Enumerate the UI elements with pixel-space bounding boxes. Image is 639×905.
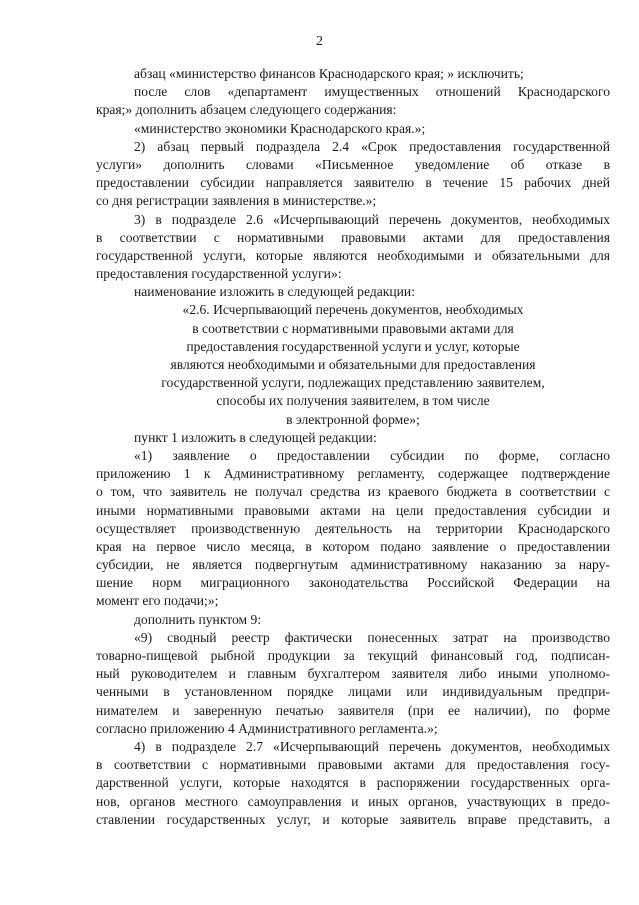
text-line: 4) в подразделе 2.7 «Исчерпывающий перечень документов, необходимых <box>134 738 610 754</box>
text-line: предоставлении субсидии направляется заявителю в течение 15 рабочих дней <box>96 175 610 191</box>
text-line: о том, что заявитель не получал средства из краевого бюджета в соответствии с <box>96 484 610 500</box>
text-line: услуги» дополнить словами «Письменное уведомление об отказе в <box>96 156 610 172</box>
text-line: «министерство экономики Краснодарского края.»; <box>134 120 426 136</box>
text-line: иными нормативными правовыми актами на цели предоставления субсидии и <box>96 502 610 518</box>
text-line: «1) заявление о предоставлении субсидии по форме, согласно <box>134 447 610 463</box>
text-line: шение норм миграционного законодательства Российской Федерации на <box>96 575 610 591</box>
text-line: в соответствии с нормативными правовыми актами для предоставления госу- <box>96 757 610 773</box>
text-line: способы их получения заявителем, в том числе <box>216 393 490 409</box>
text-line: государственной услуги, которые являются необходимыми и обязательными для <box>96 247 610 263</box>
page-number: 2 <box>316 34 323 49</box>
text-line: нимателем и заверенную печатью заявителя (при ее наличии), по форме <box>96 702 610 718</box>
text-line: ченными в установленном порядке лицами или индивидуальным предпри- <box>96 684 610 700</box>
text-line: предоставления государственной услуги и услуг, которые <box>186 338 520 354</box>
text-line: абзац «министерство финансов Краснодарского края; » исключить; <box>134 66 524 81</box>
text-line: ставлении государственных услуг, и которые заявитель вправе представить, а <box>96 811 610 827</box>
text-line: в соответствии с нормативными правовыми актами для предоставления <box>96 229 610 245</box>
text-line: в электронной форме»; <box>286 411 420 427</box>
text-line: осуществляет производственную деятельность на территории Краснодарского <box>96 520 610 536</box>
text-line: согласно приложению 4 Административного регламента.»; <box>96 720 438 736</box>
document-body <box>96 65 610 829</box>
text-line: предоставления государственной услуги»: <box>96 266 342 282</box>
text-line: края на первое число месяца, в котором подано заявление о предоставлении <box>96 538 610 554</box>
text-line: ный руководителем и главным бухгалтером заявителя либо иными уполномо- <box>96 666 610 682</box>
text-line: момент его подачи;»; <box>96 593 219 609</box>
text-line: пункт 1 изложить в следующей редакции: <box>134 429 377 445</box>
text-line: являются необходимыми и обязательными для предоставления <box>170 357 536 372</box>
text-line: наименование изложить в следующей редакции: <box>134 284 415 300</box>
text-line: дополнить пунктом 9: <box>134 611 262 627</box>
text-line: товарно-пищевой рыбной продукции за текущий финансовый год, подписан- <box>96 648 610 663</box>
text-line: 3) в подразделе 2.6 «Исчерпывающий перечень документов, необходимых <box>134 211 610 227</box>
text-line: нов, органов местного самоуправления и иных органов, участвующих в предо- <box>96 793 610 809</box>
text-line: государственной услуги, подлежащих представлению заявителем, <box>161 375 545 391</box>
text-line: в соответствии с нормативными правовыми актами для <box>192 320 514 336</box>
text-line: субсидии, не является подвергнутым административному наказанию за нару- <box>96 557 610 573</box>
text-line: «2.6. Исчерпывающий перечень документов, необходимых <box>182 302 524 318</box>
text-line: края;» дополнить абзацем следующего содержания: <box>96 102 397 118</box>
text-line: со дня регистрации заявления в министерстве.»; <box>96 193 377 209</box>
text-line: дарственной услуги, которые находятся в распоряжении государственных орга- <box>96 775 610 791</box>
text-line: 2) абзац первый подраздела 2.4 «Срок предоставления государственной <box>134 138 610 154</box>
text-line: «9) сводный реестр фактически понесенных затрат на производство <box>134 629 610 645</box>
text-line: приложению 1 к Административному регламенту, содержащее подтверждение <box>96 466 610 482</box>
text-line: после слов «департамент имущественных отношений Краснодарского <box>134 84 610 100</box>
